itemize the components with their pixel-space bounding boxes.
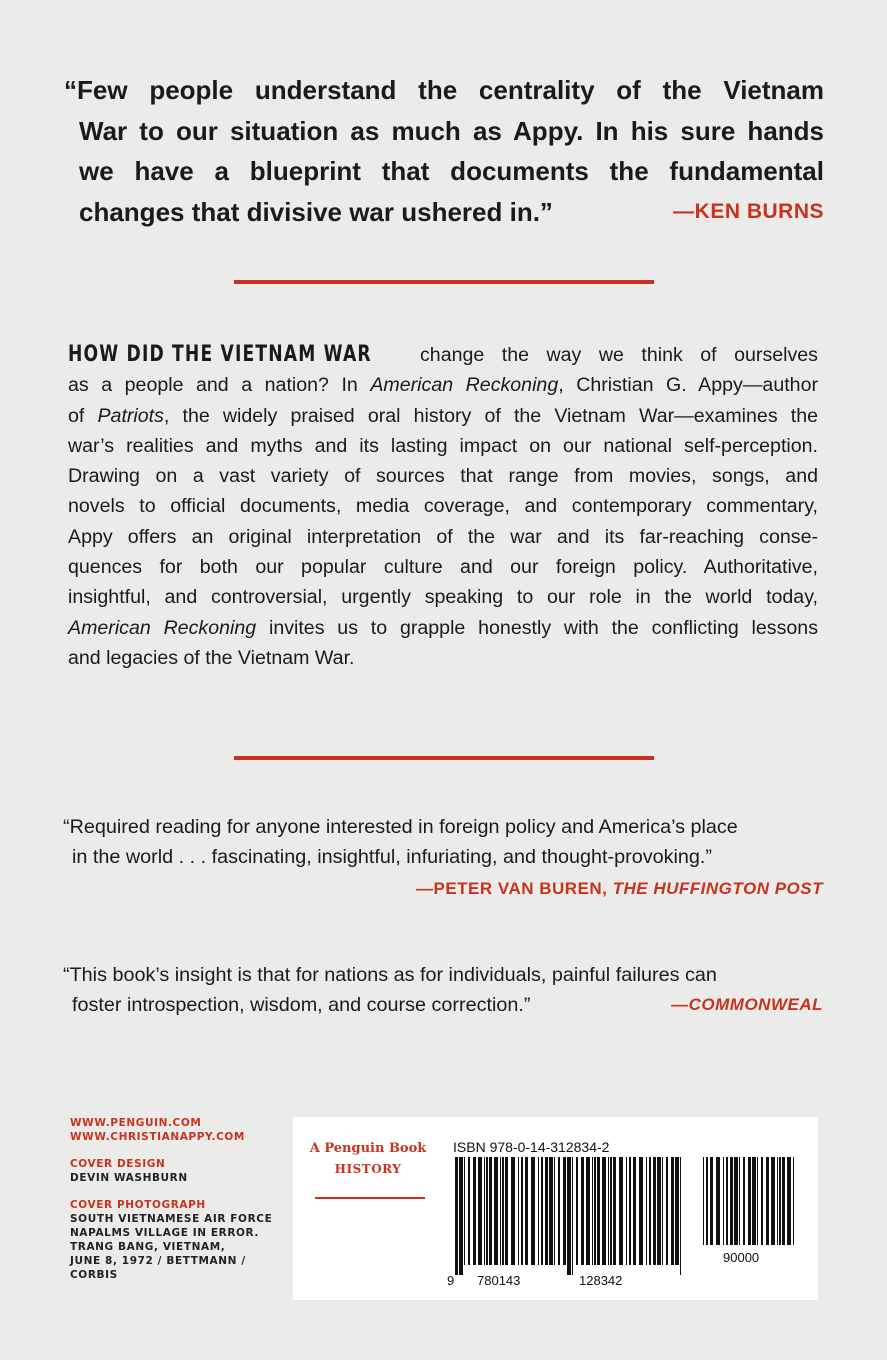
top-quote-line: changes that divisive war ushered in.”: [79, 196, 553, 227]
barcode-bar: [572, 1157, 573, 1275]
barcode-bar: [531, 1157, 535, 1265]
barcode-bar: [581, 1157, 584, 1265]
barcode-bar: [671, 1157, 674, 1265]
divider-rule: [234, 756, 654, 760]
book-title-italic: American Reckoning: [370, 374, 559, 397]
cover-photo-line: CORBIS: [70, 1269, 118, 1281]
barcode-bar: [525, 1157, 528, 1265]
barcode-bar: [602, 1157, 606, 1265]
barcode-bar: [730, 1157, 733, 1245]
cover-photo-label: COVER PHOTOGRAPH: [70, 1199, 206, 1211]
top-quote-line: “Few people understand the centrality of the Vietnam: [64, 75, 824, 105]
website-link[interactable]: WWW.PENGUIN.COM: [70, 1117, 202, 1129]
barcode-bar: [558, 1157, 560, 1265]
barcode-bar: [782, 1157, 785, 1245]
barcode-bar: [518, 1157, 519, 1265]
barcode-bar: [502, 1157, 504, 1265]
description-line: novels to official documents, media coverage, and contemporary commentary,: [68, 495, 818, 518]
barcode-bar: [787, 1157, 791, 1245]
description-text: change the way we think of ourselves: [420, 344, 818, 366]
book-description: [68, 340, 818, 673]
description-text: , Christian G. Appy—author: [558, 374, 818, 397]
barcode-bar: [592, 1157, 593, 1265]
barcode-bar: [726, 1157, 728, 1245]
description-line: Drawing on a vast variety of sources that range from movies, songs, and: [68, 465, 818, 488]
barcode-bar: [484, 1157, 485, 1265]
barcode-bar: [619, 1157, 623, 1265]
description-text: invites us to grapple honestly with the conflicting lessons: [256, 616, 818, 639]
top-quote-line: War to our situation as much as Appy. In his sure hands: [79, 115, 824, 146]
barcode-bar: [629, 1157, 631, 1265]
barcode-bar: [594, 1157, 596, 1265]
barcode-bar: [706, 1157, 708, 1245]
description-text: as a people and a nation? In: [68, 374, 371, 397]
barcode-bar: [680, 1157, 681, 1275]
top-quote: [64, 70, 824, 232]
barcode-bar: [771, 1157, 775, 1245]
description-line: [68, 370, 818, 400]
publisher-mark: [307, 1141, 429, 1176]
barcode-bar: [455, 1157, 458, 1275]
barcode-bar: [716, 1157, 720, 1245]
barcode-bar: [494, 1157, 498, 1265]
isbn-label: ISBN 978-0-14-312834-2: [453, 1139, 610, 1155]
barcode-bar: [549, 1157, 553, 1265]
description-line: [68, 340, 818, 370]
barcode-bar: [521, 1157, 523, 1265]
description-line: Appy offers an original interpretation of the war and its far-reaching conse-: [68, 525, 818, 548]
description-line: quences for both our popular culture and our foreign policy. Authoritative,: [68, 556, 818, 579]
barcode-bar: [739, 1157, 740, 1245]
cover-photo-line: NAPALMS VILLAGE IN ERROR.: [70, 1227, 260, 1239]
cover-photo-line: TRANG BANG, VIETNAM,: [70, 1241, 226, 1253]
description-text: , the widely praised oral history of the Vietnam War—examines the: [163, 404, 818, 427]
barcode-bar: [511, 1157, 515, 1265]
quote-last-line: [63, 990, 823, 1020]
barcode-bar: [646, 1157, 647, 1265]
barcode-digits-left: 780143: [477, 1273, 521, 1288]
barcode-bar: [723, 1157, 724, 1245]
top-quote-attribution: —KEN BURNS: [673, 199, 824, 223]
publisher-category: HISTORY: [334, 1162, 402, 1176]
barcode-bar: [586, 1157, 590, 1265]
barcode-bar: [761, 1157, 763, 1245]
review-quote-huffington: [63, 812, 823, 904]
barcode-bar: [793, 1157, 794, 1245]
barcode-bar: [486, 1157, 488, 1265]
barcode-bar: [703, 1157, 704, 1245]
cover-design-name: DEVIN WASHBURN: [70, 1172, 188, 1184]
website-link[interactable]: WWW.CHRISTIANAPPY.COM: [70, 1131, 245, 1143]
addon-digits: 90000: [723, 1250, 760, 1265]
barcode-bar: [468, 1157, 470, 1265]
barcode-bar: [576, 1157, 578, 1265]
barcode-bar: [459, 1157, 463, 1275]
barcode-bar: [662, 1157, 663, 1265]
description-line: [68, 401, 818, 431]
barcode-bar: [743, 1157, 745, 1245]
barcode-bar: [710, 1157, 713, 1245]
cover-photo-line: SOUTH VIETNAMESE AIR FORCE: [70, 1213, 273, 1225]
description-text: of: [68, 404, 98, 427]
quote-attribution: —COMMONWEAL: [671, 995, 823, 1014]
barcode-bar: [567, 1157, 571, 1275]
barcode-bar: [752, 1157, 756, 1245]
barcode-bar: [545, 1157, 548, 1265]
attribution-source: THE HUFFINGTON POST: [612, 879, 823, 898]
barcode-bar: [748, 1157, 751, 1245]
barcode-bar: [538, 1157, 539, 1265]
barcode-bar: [554, 1157, 555, 1265]
isbn-barcode: [453, 1157, 685, 1275]
description-line: war’s realities and myths and its lasting impact on our national self-perception.: [68, 434, 818, 457]
quote-line: “This book’s insight is that for nations as for individuals, painful failures can: [63, 964, 717, 986]
barcode-bar: [505, 1157, 508, 1265]
barcode-bar: [608, 1157, 609, 1265]
cover-credits: [70, 1116, 290, 1282]
barcode-bar: [626, 1157, 627, 1265]
publisher-rule: [315, 1197, 425, 1199]
barcode-bar: [734, 1157, 738, 1245]
publisher-name: A Penguin Book: [309, 1141, 427, 1156]
attribution-name: —PETER VAN BUREN,: [415, 879, 613, 898]
description-line: [68, 613, 818, 643]
barcode-panel: [293, 1117, 818, 1300]
barcode-bar: [779, 1157, 781, 1245]
barcode-bar: [766, 1157, 769, 1245]
barcode-bar: [675, 1157, 679, 1265]
barcode-bar: [666, 1157, 668, 1265]
quote-line: “Required reading for anyone interested in foreign policy and America’s place: [63, 816, 738, 838]
barcode-bar: [478, 1157, 482, 1265]
review-quote-commonweal: [63, 960, 823, 1020]
cover-photo-line: JUNE 8, 1972 / BETTMANN /: [70, 1255, 246, 1267]
barcode-bar: [757, 1157, 758, 1245]
barcode-bar: [610, 1157, 612, 1265]
price-addon-barcode: [701, 1157, 799, 1249]
description-line: and legacies of the Vietnam War.: [68, 646, 355, 669]
description-lead: HOW DID THE VIETNAM WAR: [68, 342, 372, 367]
barcode-bar: [464, 1157, 465, 1265]
barcode-bar: [777, 1157, 778, 1245]
barcode-bar: [500, 1157, 501, 1265]
book-title-italic: American Reckoning: [68, 616, 257, 639]
cover-design-label: COVER DESIGN: [70, 1158, 166, 1170]
barcode-bar: [649, 1157, 651, 1265]
quote-line: in the world . . . fascinating, insightful, infuriating, and thought-provoking.”: [72, 846, 712, 868]
barcode-bar: [489, 1157, 492, 1265]
description-line: insightful, and controversial, urgently speaking to our role in the world today,: [68, 586, 818, 609]
book-title-italic: Patriots: [97, 404, 164, 427]
barcode-bar: [633, 1157, 636, 1265]
barcode-bar: [657, 1157, 661, 1265]
divider-rule: [234, 280, 654, 284]
barcode-bar: [563, 1157, 566, 1265]
top-quote-line: we have a blueprint that documents the fundamental: [79, 156, 824, 186]
barcode-digits-right: 128342: [579, 1273, 623, 1288]
barcode-digit-first: 9: [447, 1273, 455, 1288]
barcode-bar: [473, 1157, 476, 1265]
quote-attribution: [63, 872, 823, 904]
barcode-bar: [597, 1157, 600, 1265]
quote-line: foster introspection, wisdom, and course correction.”: [72, 994, 531, 1016]
barcode-bar: [541, 1157, 543, 1265]
barcode-bar: [613, 1157, 616, 1265]
top-quote-last-line: [64, 192, 824, 233]
barcode-bar: [653, 1157, 656, 1265]
barcode-bar: [639, 1157, 643, 1265]
